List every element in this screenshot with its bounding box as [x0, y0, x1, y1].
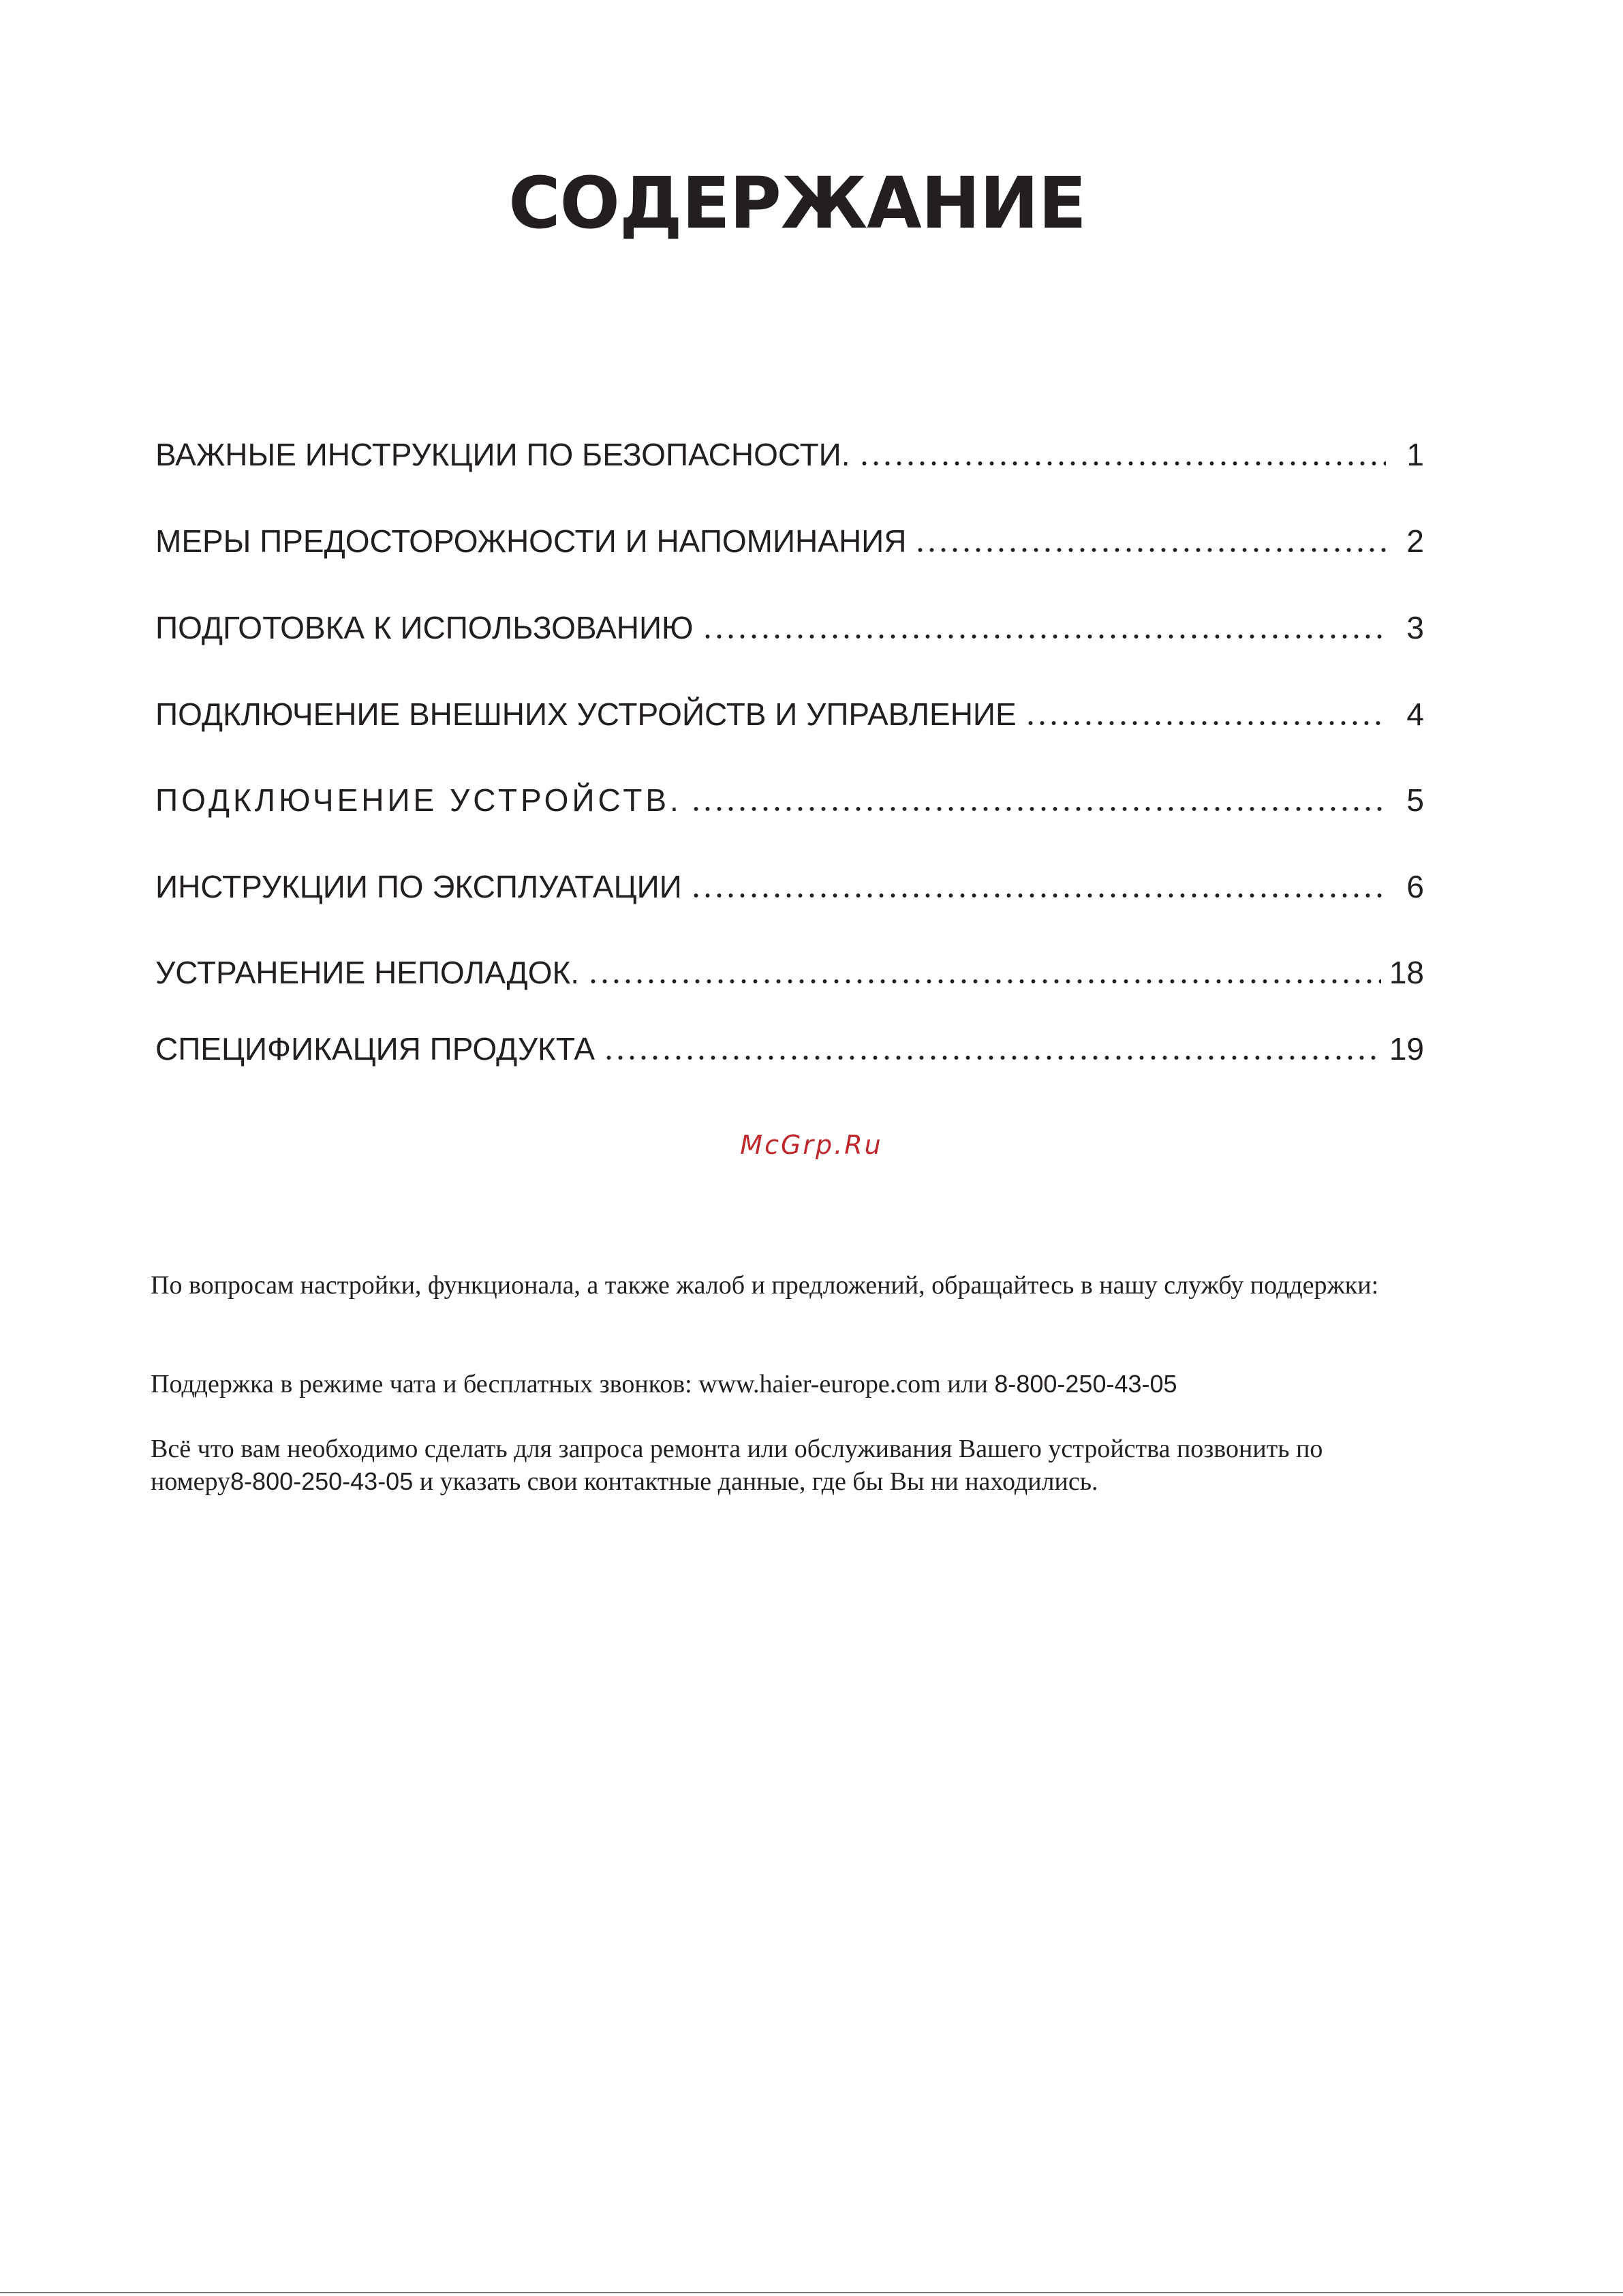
support-repair-prefix: номеру	[151, 1467, 231, 1496]
support-chat-line	[151, 1368, 1513, 1400]
dot-leader	[603, 1053, 1381, 1062]
toc-entry-specification[interactable]	[155, 1025, 1424, 1073]
toc-entry-safety[interactable]	[155, 431, 1424, 478]
support-repair-suffix: и указать свои контактные данные, где бы Вы ни находились.	[419, 1467, 1098, 1496]
support-phone: 8-800-250-43-05	[994, 1370, 1177, 1398]
toc-entry-page: 1	[1406, 437, 1424, 472]
toc-entry-device-connection[interactable]	[155, 776, 1424, 824]
dot-leader	[859, 459, 1386, 468]
watermark: McGrp.Ru	[740, 1130, 883, 1160]
toc-entry-label: МЕРЫ ПРЕДОСТОРОЖНОСТИ И НАПОМИНАНИЯ	[155, 523, 907, 559]
toc-entry-label: ПОДГОТОВКА К ИСПОЛЬЗОВАНИЮ	[155, 610, 694, 645]
toc-entry-label: ВАЖНЫЕ ИНСТРУКЦИИ ПО БЕЗОПАСНОСТИ.	[155, 437, 850, 472]
toc-entry-external-devices[interactable]	[155, 690, 1424, 738]
toc-entry-label: ПОДКЛЮЧЕНИЕ ВНЕШНИХ УСТРОЙСТВ И УПРАВЛЕНИЕ	[155, 697, 1017, 732]
toc-entry-page: 5	[1406, 782, 1424, 818]
support-phone-inline: 8-800-250-43-05	[230, 1467, 414, 1495]
toc-entry-page: 4	[1406, 697, 1424, 732]
toc-entry-troubleshooting[interactable]	[155, 949, 1424, 996]
toc-entry-preparation[interactable]	[155, 604, 1424, 652]
toc-entry-page: 6	[1406, 869, 1424, 904]
support-intro: По вопросам настройки, функционала, а также жалоб и предложений, обращайтесь в нашу службу поддержки:	[151, 1271, 1379, 1300]
toc-entry-page: 2	[1406, 523, 1424, 559]
toc-entry-label: УСТРАНЕНИЕ НЕПОЛАДОК.	[155, 955, 580, 990]
support-repair-line-2	[151, 1465, 1513, 1498]
support-chat-text: Поддержка в режиме чата и бесплатных звонков: www.haier-europe.com или	[151, 1370, 988, 1398]
toc-entry-page: 3	[1406, 610, 1424, 645]
toc-entry-precautions[interactable]	[155, 517, 1424, 565]
toc-entry-page: 19	[1389, 1031, 1424, 1067]
dot-leader	[690, 804, 1386, 814]
page-title: СОДЕРЖАНИЕ	[508, 162, 1086, 245]
toc-entry-operation[interactable]	[155, 863, 1424, 910]
page-bottom-rule	[0, 2292, 1623, 2293]
toc-entry-label: ПОДКЛЮЧЕНИЕ УСТРОЙСТВ.	[155, 782, 682, 818]
toc-entry-label: ИНСТРУКЦИИ ПО ЭКСПЛУАТАЦИИ	[155, 869, 682, 904]
toc-entry-page: 18	[1389, 955, 1424, 990]
dot-leader	[587, 977, 1381, 986]
dot-leader	[690, 891, 1386, 900]
dot-leader	[702, 632, 1386, 641]
dot-leader	[1025, 718, 1386, 728]
support-repair-line-1: Всё что вам необходимо сделать для запроса ремонта или обслуживания Вашего устройства позвонить по	[151, 1435, 1323, 1463]
dot-leader	[914, 545, 1386, 555]
toc-entry-label: СПЕЦИФИКАЦИЯ ПРОДУКТА	[155, 1031, 596, 1067]
